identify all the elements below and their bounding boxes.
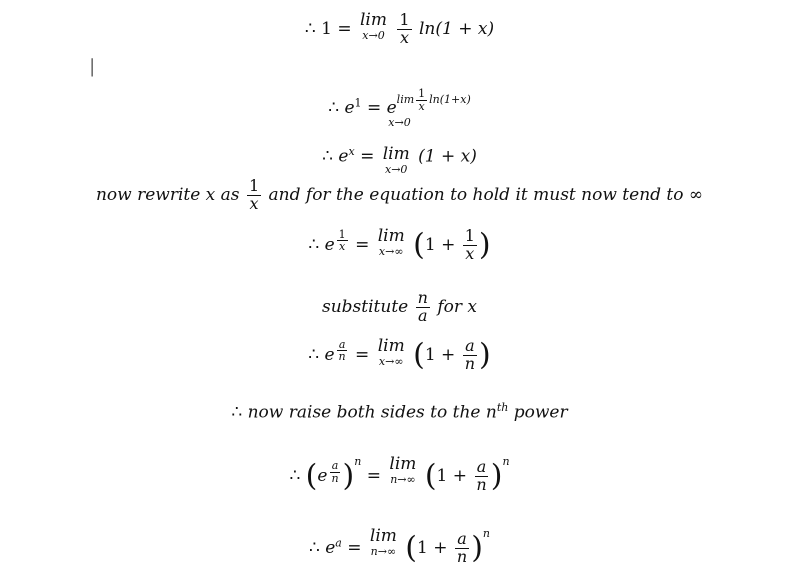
power-suffix: th	[496, 401, 509, 414]
therefore-symbol: ∴	[322, 146, 333, 167]
lhs-exponent: a	[335, 536, 342, 550]
rewrite-text-pre: now rewrite x as	[95, 184, 240, 205]
lhs-exponent: a n	[338, 337, 346, 364]
lhs-exponent: x	[348, 145, 355, 158]
rewrite-text-post: and for the equation to hold it must now tend to ∞	[268, 184, 704, 205]
text-cursor: |	[89, 55, 95, 77]
equals-sign: =	[366, 98, 382, 119]
one-plus: 1 +	[424, 234, 456, 255]
rhs-exponent: n	[502, 455, 510, 468]
limit: lim x→∞	[377, 226, 405, 258]
limit: lim n→∞	[369, 526, 397, 558]
therefore-symbol: ∴	[231, 402, 243, 423]
lhs-outer-exponent: n	[354, 455, 362, 468]
limit: lim x→∞	[377, 336, 405, 368]
fraction: $\frac{a}{n}$	[476, 457, 487, 494]
one-plus: 1 +	[436, 466, 468, 486]
lhs-base: e	[338, 146, 349, 167]
equals-sign: =	[366, 466, 382, 486]
rhs: ln(1 + x)	[419, 18, 495, 39]
rhs: (1 + x)	[418, 146, 477, 167]
lhs-base: e	[325, 538, 336, 558]
lhs-base: e	[317, 466, 328, 486]
limit: lim x→0	[382, 144, 410, 176]
equals-sign: =	[347, 538, 362, 558]
rhs-exponent: n	[482, 527, 491, 540]
therefore-symbol: ∴	[289, 466, 301, 486]
therefore-symbol: ∴	[308, 538, 320, 558]
lhs-inner-exponent: a n	[331, 459, 339, 485]
fraction: $\frac{1}{x}$	[248, 176, 260, 213]
equals-sign: =	[337, 18, 352, 39]
equation-line-7: ∴ e $^{\frac{a}{n}}$ = lim x→∞ (1 + $\frac{a}{n}$ )	[308, 336, 491, 373]
lhs-exponent: 1 x	[338, 227, 346, 254]
equals-sign: =	[355, 344, 370, 365]
fraction: $\frac{a}{n}$	[464, 336, 476, 373]
fraction: $\frac{n}{a}$	[417, 288, 428, 325]
therefore-symbol: ∴	[304, 18, 316, 39]
substitute-text-pre: substitute	[321, 296, 409, 317]
text-line-substitute	[0, 290, 799, 325]
equation-line-1	[0, 12, 799, 47]
equals-sign: =	[355, 234, 370, 255]
raise-text-post: power	[513, 402, 568, 423]
lhs-exponent: 1	[354, 96, 362, 110]
text-line-rewrite	[0, 178, 799, 213]
rhs-base: e	[386, 98, 397, 119]
lhs-base: e	[344, 98, 355, 119]
limit: lim x→0	[360, 10, 387, 42]
fraction: $\frac{1}{x}$	[399, 10, 410, 47]
lhs-base: e	[324, 344, 335, 365]
rhs-exponent: lim 1 x ln(1+x) x→0	[388, 87, 471, 130]
equation-line-9: ∴ (e $^{\frac{a}{n}}$ )$^n$ = lim n→∞ (1 + $\frac{a}{n}$ )$^n$	[289, 454, 510, 494]
therefore-symbol: ∴	[328, 98, 340, 119]
equation-line-3	[0, 146, 799, 175]
equation-line-2	[0, 88, 799, 140]
limit: lim n→∞	[389, 454, 417, 486]
text-line-raise	[0, 402, 799, 422]
one-plus: 1 +	[424, 344, 456, 365]
therefore-symbol: ∴	[308, 344, 320, 365]
one-plus: 1 +	[417, 538, 448, 558]
equation-line-10: ∴ $e^a$ = lim n→∞ (1 + $\frac{a}{n}$ )$^n$	[308, 526, 491, 566]
power-base: n	[485, 402, 497, 423]
substitute-text-post: for x	[437, 296, 477, 317]
equation-line-5: ∴ e $^{\frac{1}{x}}$ = lim x→∞ (1 + $\frac{1}{x}$ )	[308, 226, 491, 263]
fraction: $\frac{1}{x}$	[464, 226, 475, 263]
fraction: $\frac{a}{n}$	[456, 529, 468, 566]
lhs: 1	[321, 18, 332, 39]
raise-text: now raise both sides to the	[247, 402, 481, 423]
therefore-symbol: ∴	[308, 234, 320, 255]
equals-sign: =	[360, 146, 375, 167]
lhs-base: e	[324, 234, 335, 255]
